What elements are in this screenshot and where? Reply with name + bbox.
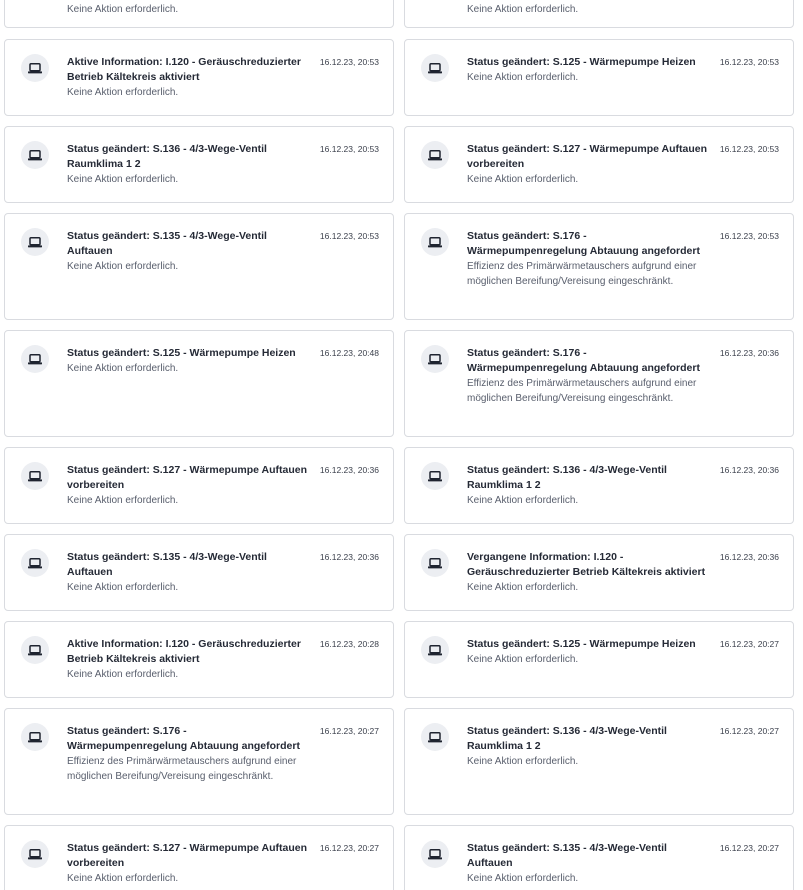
notification-timestamp: 16.12.23, 20:28 (319, 639, 379, 649)
notification-description: Keine Aktion erforderlich. (467, 654, 579, 665)
notification-timestamp: 16.12.23, 20:36 (319, 465, 379, 475)
notification-timestamp: 16.12.23, 20:48 (319, 348, 379, 358)
laptop-icon (21, 636, 49, 664)
notification-timestamp: 16.12.23, 20:53 (719, 57, 779, 67)
laptop-icon (421, 840, 449, 868)
notification-description: Keine Aktion erforderlich. (67, 4, 179, 15)
notification-title: Status geändert: S.135 - 4/3-Wege-Ventil Auftauen Keine Aktion erforderlich. (67, 229, 307, 274)
notification-card[interactable] (4, 0, 394, 28)
notification-card[interactable] (4, 708, 394, 815)
laptop-icon (421, 462, 449, 490)
laptop-icon (21, 141, 49, 169)
notification-title: Status geändert: S.176 - Wärmepumpenregelung Abtauung angefordert Effizienz des Primärwärmetauschers aufgrund einer möglichen Bereifung/Vereisung eingeschränkt. (467, 346, 707, 406)
notification-title: Status geändert: S.136 - 4/3-Wege-Ventil Raumklima 1 2 Keine Aktion erforderlich. (467, 724, 707, 769)
notification-description: Keine Aktion erforderlich. (67, 174, 179, 185)
notification-description: Keine Aktion erforderlich. (467, 582, 579, 593)
notification-timestamp: 16.12.23, 20:53 (719, 144, 779, 154)
notification-title: Aktive Information: I.120 - Geräuschreduzierter Betrieb Kältekreis aktiviert Keine Aktion erforderlich. (67, 637, 307, 682)
laptop-icon (21, 228, 49, 256)
notification-description: Keine Aktion erforderlich. (467, 873, 579, 884)
laptop-icon (421, 345, 449, 373)
notification-timestamp: 16.12.23, 20:53 (719, 231, 779, 241)
notification-title: Status geändert: S.125 - Wärmepumpe Heizen Keine Aktion erforderlich. (67, 346, 307, 376)
notification-description: Keine Aktion erforderlich. (67, 582, 179, 593)
notification-description: Keine Aktion erforderlich. (67, 87, 179, 98)
notification-card[interactable] (4, 213, 394, 320)
notification-timestamp: 16.12.23, 20:36 (719, 552, 779, 562)
notification-description: Keine Aktion erforderlich. (67, 495, 179, 506)
notification-timestamp: 16.12.23, 20:53 (319, 144, 379, 154)
laptop-icon (21, 462, 49, 490)
notification-timestamp: 16.12.23, 20:36 (719, 348, 779, 358)
notification-card[interactable] (404, 621, 794, 698)
notification-title: Aktive Information: I.120 - Geräuschreduzierter Betrieb Kältekreis aktiviert Keine Aktion erforderlich. (67, 55, 307, 100)
notification-title: Status geändert: S.125 - Wärmepumpe Heizen Keine Aktion erforderlich. (467, 637, 707, 667)
notification-card[interactable] (4, 825, 394, 890)
notification-card[interactable] (404, 0, 794, 28)
notification-description: Keine Aktion erforderlich. (467, 756, 579, 767)
notification-card[interactable] (4, 126, 394, 203)
notification-card[interactable] (404, 825, 794, 890)
notification-description: Keine Aktion erforderlich. (467, 495, 579, 506)
notification-timestamp: 16.12.23, 20:27 (319, 843, 379, 853)
laptop-icon (421, 141, 449, 169)
notification-description: Keine Aktion erforderlich. (67, 261, 179, 272)
notification-title: Status geändert: S.136 - 4/3-Wege-Ventil Raumklima 1 2 Keine Aktion erforderlich. (467, 463, 707, 508)
notification-title: Status geändert: S.127 - Wärmepumpe Auftauen vorbereiten Keine Aktion erforderlich. (67, 842, 307, 884)
notification-title: Status geändert: S.127 - Wärmepumpe Auftauen vorbereiten Keine Aktion erforderlich. (67, 464, 307, 506)
notification-card[interactable] (4, 447, 394, 524)
notification-title: Status geändert: S.125 - Wärmepumpe Heizen Keine Aktion erforderlich. (467, 55, 707, 85)
notification-card[interactable] (404, 126, 794, 203)
laptop-icon (21, 723, 49, 751)
notification-timestamp: 16.12.23, 20:36 (319, 552, 379, 562)
laptop-icon (21, 840, 49, 868)
notification-description: Keine Aktion erforderlich. (67, 669, 179, 680)
notification-card[interactable] (404, 39, 794, 116)
notification-title: Status geändert: S.176 - Wärmepumpenregelung Abtauung angefordert Effizienz des Primärwärmetauschers aufgrund einer möglichen Bereifung/Vereisung eingeschränkt. (467, 229, 707, 289)
laptop-icon (21, 345, 49, 373)
notification-title: Vergangene Information: I.120 - Geräuschreduzierter Betrieb Kältekreis aktiviert Keine Aktion erforderlich. (467, 551, 706, 593)
notification-card[interactable] (4, 39, 394, 116)
notification-title: Status geändert: S.176 - Wärmepumpenregelung Abtauung angefordert Effizienz des Primärwärmetauschers aufgrund einer möglichen Bereifung/Vereisung eingeschränkt. (67, 724, 307, 784)
notification-card[interactable] (404, 330, 794, 437)
notification-description: Keine Aktion erforderlich. (467, 72, 579, 83)
notification-title: Status geändert: S.135 - 4/3-Wege-Ventil Auftauen Keine Aktion erforderlich. (467, 841, 707, 886)
laptop-icon (421, 228, 449, 256)
notification-card[interactable] (404, 534, 794, 611)
notification-title: Status geändert: S.136 - 4/3-Wege-Ventil Raumklima 1 2 Keine Aktion erforderlich. (67, 142, 307, 187)
laptop-icon (421, 636, 449, 664)
notification-description: Keine Aktion erforderlich. (467, 174, 579, 185)
notification-timestamp: 16.12.23, 20:27 (719, 639, 779, 649)
notification-card[interactable] (404, 447, 794, 524)
notification-timestamp: 16.12.23, 20:53 (319, 231, 379, 241)
notification-card[interactable] (4, 534, 394, 611)
notification-timestamp: 16.12.23, 20:27 (319, 726, 379, 736)
notification-title: Status geändert: S.127 - Wärmepumpe Auftauen vorbereiten Keine Aktion erforderlich. (467, 143, 707, 185)
notification-card[interactable] (404, 708, 794, 815)
laptop-icon (421, 54, 449, 82)
notification-timestamp: 16.12.23, 20:27 (719, 726, 779, 736)
notification-description: Effizienz des Primärwärmetauschers aufgrund einer möglichen Bereifung/Vereisung eingeschränkt. (467, 378, 697, 404)
notification-description: Keine Aktion erforderlich. (467, 4, 579, 15)
notification-timestamp: 16.12.23, 20:36 (719, 465, 779, 475)
laptop-icon (421, 549, 449, 577)
laptop-icon (21, 549, 49, 577)
notification-title: Status geändert: S.135 - 4/3-Wege-Ventil Auftauen Keine Aktion erforderlich. (67, 550, 307, 595)
laptop-icon (21, 54, 49, 82)
notification-timestamp: 16.12.23, 20:53 (319, 57, 379, 67)
notification-card[interactable] (4, 330, 394, 437)
notification-description: Effizienz des Primärwärmetauschers aufgrund einer möglichen Bereifung/Vereisung eingeschränkt. (467, 261, 697, 287)
notification-description: Keine Aktion erforderlich. (67, 873, 179, 884)
notification-timestamp: 16.12.23, 20:27 (719, 843, 779, 853)
notification-description: Keine Aktion erforderlich. (67, 363, 179, 374)
laptop-icon (421, 723, 449, 751)
notification-description: Effizienz des Primärwärmetauschers aufgrund einer möglichen Bereifung/Vereisung eingeschränkt. (67, 756, 297, 782)
notification-card[interactable] (4, 621, 394, 698)
notification-card[interactable] (404, 213, 794, 320)
